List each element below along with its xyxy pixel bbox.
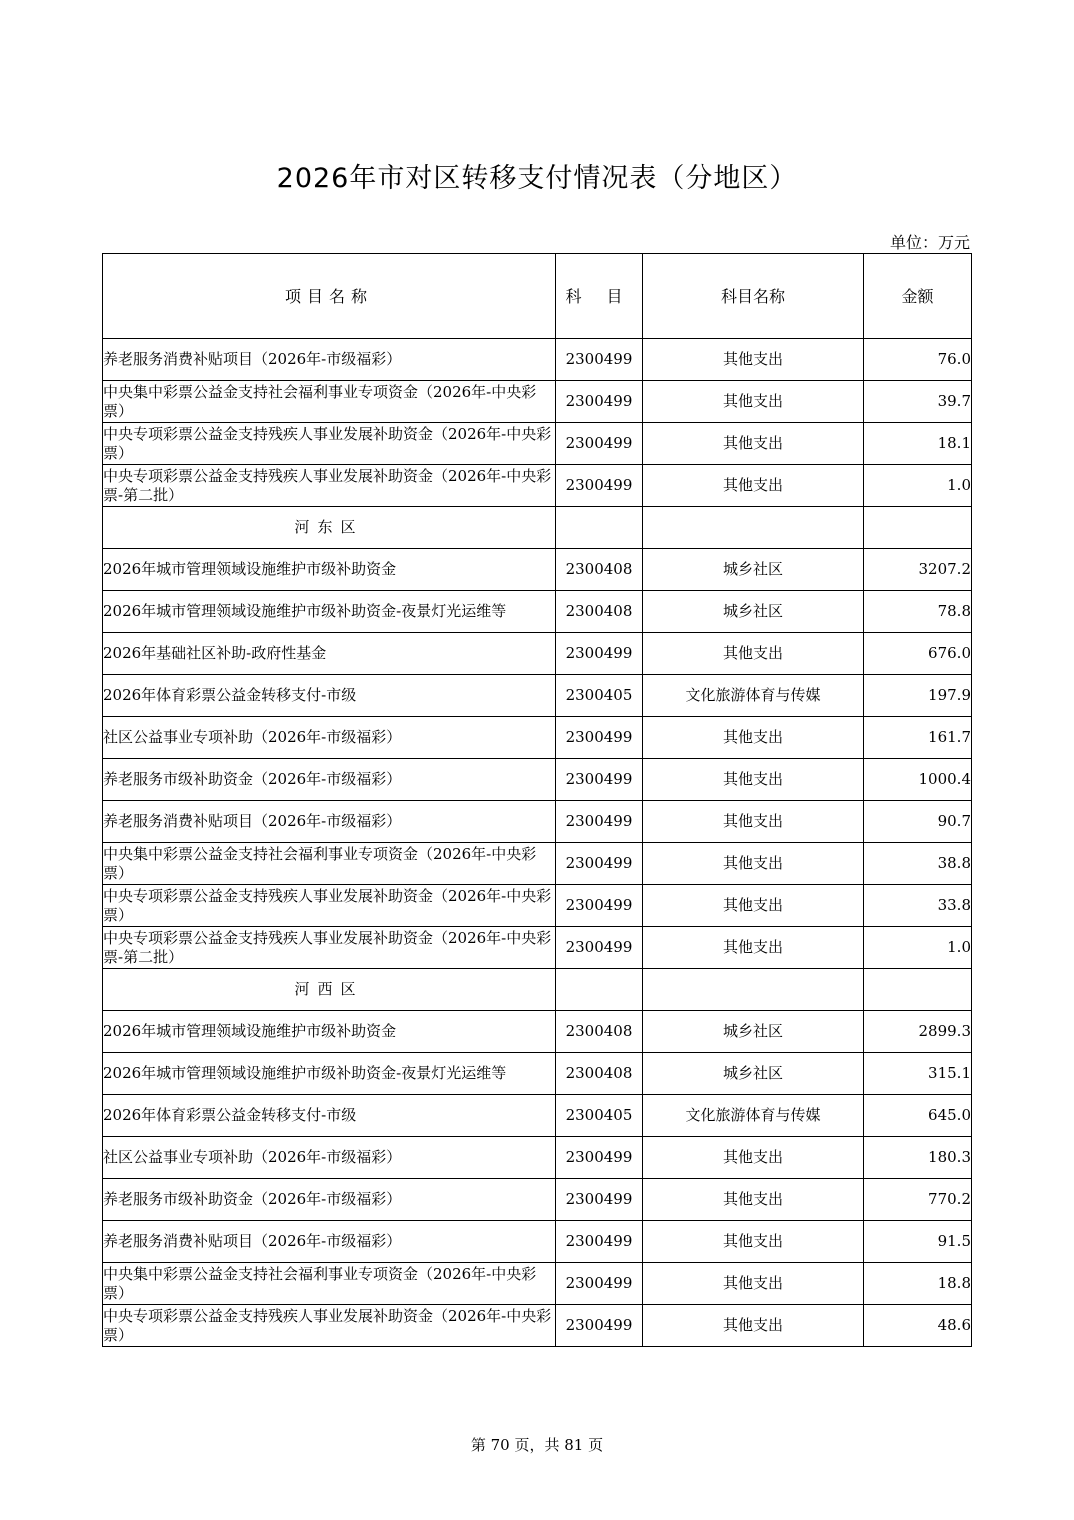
header-amount: 金额	[864, 254, 972, 339]
subject-name-cell: 其他支出	[643, 885, 864, 927]
subject-code-cell: 2300408	[556, 1011, 643, 1053]
amount-cell: 38.8	[864, 843, 972, 885]
subject-code-cell: 2300405	[556, 1095, 643, 1137]
header-subject-name: 科目名称	[643, 254, 864, 339]
project-name-cell: 社区公益事业专项补助（2026年-市级福彩）	[103, 717, 556, 759]
project-name-cell: 中央专项彩票公益金支持残疾人事业发展补助资金（2026年-中央彩票）	[103, 423, 556, 465]
amount-cell: 180.3	[864, 1137, 972, 1179]
subject-code-cell: 2300499	[556, 633, 643, 675]
table-row	[103, 1095, 972, 1137]
district-row	[103, 969, 972, 1011]
district-row	[103, 507, 972, 549]
subject-code-cell: 2300499	[556, 1221, 643, 1263]
subject-code-cell: 2300408	[556, 1053, 643, 1095]
amount-cell: 78.8	[864, 591, 972, 633]
project-name-cell: 社区公益事业专项补助（2026年-市级福彩）	[103, 1137, 556, 1179]
project-name-cell: 2026年体育彩票公益金转移支付-市级	[103, 1095, 556, 1137]
subject-name-cell: 其他支出	[643, 465, 864, 507]
amount-cell: 48.6	[864, 1305, 972, 1347]
amount-cell: 3207.2	[864, 549, 972, 591]
subject-name-cell: 其他支出	[643, 801, 864, 843]
amount-cell: 770.2	[864, 1179, 972, 1221]
subject-name-cell: 城乡社区	[643, 549, 864, 591]
amount-cell: 676.0	[864, 633, 972, 675]
subject-name-cell: 其他支出	[643, 927, 864, 969]
table-row	[103, 591, 972, 633]
unit-label: 单位：万元	[889, 233, 970, 252]
subject-code-cell: 2300408	[556, 549, 643, 591]
amount-cell: 315.1	[864, 1053, 972, 1095]
subject-name-cell: 其他支出	[643, 339, 864, 381]
transfer-payment-table	[102, 253, 972, 1347]
header-project-name: 项目名称	[103, 254, 556, 339]
empty-cell	[643, 969, 864, 1011]
project-name-cell: 2026年城市管理领域设施维护市级补助资金-夜景灯光运维等	[103, 1053, 556, 1095]
table-row	[103, 465, 972, 507]
subject-code-cell: 2300499	[556, 339, 643, 381]
subject-code-cell: 2300499	[556, 801, 643, 843]
empty-cell	[556, 507, 643, 549]
subject-name-cell: 其他支出	[643, 1221, 864, 1263]
header-subject-code: 科 目	[556, 254, 643, 339]
table-row	[103, 759, 972, 801]
subject-name-cell: 其他支出	[643, 1137, 864, 1179]
amount-cell: 18.1	[864, 423, 972, 465]
subject-code-cell: 2300499	[556, 843, 643, 885]
subject-name-cell: 其他支出	[643, 381, 864, 423]
table-row	[103, 633, 972, 675]
subject-code-cell: 2300499	[556, 927, 643, 969]
subject-name-cell: 文化旅游体育与传媒	[643, 1095, 864, 1137]
amount-cell: 39.7	[864, 381, 972, 423]
table-row	[103, 843, 972, 885]
subject-code-cell: 2300499	[556, 1263, 643, 1305]
table-row	[103, 1053, 972, 1095]
subject-code-cell: 2300499	[556, 1137, 643, 1179]
subject-code-cell: 2300499	[556, 759, 643, 801]
subject-code-cell: 2300499	[556, 423, 643, 465]
project-name-cell: 中央集中彩票公益金支持社会福利事业专项资金（2026年-中央彩票）	[103, 1263, 556, 1305]
amount-cell: 76.0	[864, 339, 972, 381]
subject-name-cell: 其他支出	[643, 1179, 864, 1221]
project-name-cell: 养老服务消费补贴项目（2026年-市级福彩）	[103, 801, 556, 843]
amount-cell: 1.0	[864, 465, 972, 507]
subject-name-cell: 城乡社区	[643, 1011, 864, 1053]
project-name-cell: 2026年城市管理领域设施维护市级补助资金	[103, 549, 556, 591]
project-name-cell: 养老服务市级补助资金（2026年-市级福彩）	[103, 1179, 556, 1221]
amount-cell: 197.9	[864, 675, 972, 717]
subject-code-cell: 2300499	[556, 381, 643, 423]
amount-cell: 91.5	[864, 1221, 972, 1263]
project-name-cell: 中央专项彩票公益金支持残疾人事业发展补助资金（2026年-中央彩票）	[103, 1305, 556, 1347]
amount-cell: 90.7	[864, 801, 972, 843]
table-row	[103, 885, 972, 927]
empty-cell	[643, 507, 864, 549]
subject-name-cell: 其他支出	[643, 423, 864, 465]
subject-name-cell: 文化旅游体育与传媒	[643, 675, 864, 717]
amount-cell: 1.0	[864, 927, 972, 969]
table-row	[103, 1011, 972, 1053]
amount-cell: 18.8	[864, 1263, 972, 1305]
subject-name-cell: 城乡社区	[643, 1053, 864, 1095]
amount-cell: 2899.3	[864, 1011, 972, 1053]
project-name-cell: 中央专项彩票公益金支持残疾人事业发展补助资金（2026年-中央彩票-第二批）	[103, 927, 556, 969]
table-header-row	[103, 254, 972, 339]
subject-name-cell: 其他支出	[643, 1263, 864, 1305]
project-name-cell: 中央集中彩票公益金支持社会福利事业专项资金（2026年-中央彩票）	[103, 381, 556, 423]
subject-code-cell: 2300499	[556, 465, 643, 507]
table-row	[103, 339, 972, 381]
subject-name-cell: 其他支出	[643, 759, 864, 801]
table-row	[103, 675, 972, 717]
subject-name-cell: 其他支出	[643, 1305, 864, 1347]
project-name-cell: 养老服务市级补助资金（2026年-市级福彩）	[103, 759, 556, 801]
table-row	[103, 381, 972, 423]
district-name: 河东区	[103, 507, 556, 549]
subject-code-cell: 2300499	[556, 717, 643, 759]
subject-name-cell: 城乡社区	[643, 591, 864, 633]
subject-name-cell: 其他支出	[643, 843, 864, 885]
empty-cell	[864, 507, 972, 549]
subject-code-cell: 2300499	[556, 885, 643, 927]
table-row	[103, 801, 972, 843]
amount-cell: 33.8	[864, 885, 972, 927]
subject-name-cell: 其他支出	[643, 717, 864, 759]
project-name-cell: 2026年城市管理领域设施维护市级补助资金-夜景灯光运维等	[103, 591, 556, 633]
project-name-cell: 养老服务消费补贴项目（2026年-市级福彩）	[103, 339, 556, 381]
project-name-cell: 养老服务消费补贴项目（2026年-市级福彩）	[103, 1221, 556, 1263]
project-name-cell: 2026年体育彩票公益金转移支付-市级	[103, 675, 556, 717]
district-name: 河西区	[103, 969, 556, 1011]
subject-code-cell: 2300408	[556, 591, 643, 633]
amount-cell: 1000.4	[864, 759, 972, 801]
project-name-cell: 中央专项彩票公益金支持残疾人事业发展补助资金（2026年-中央彩票-第二批）	[103, 465, 556, 507]
table-row	[103, 1305, 972, 1347]
table-row	[103, 423, 972, 465]
subject-code-cell: 2300405	[556, 675, 643, 717]
project-name-cell: 2026年城市管理领域设施维护市级补助资金	[103, 1011, 556, 1053]
project-name-cell: 2026年基础社区补助-政府性基金	[103, 633, 556, 675]
amount-cell: 645.0	[864, 1095, 972, 1137]
table-row	[103, 1221, 972, 1263]
subject-code-cell: 2300499	[556, 1179, 643, 1221]
table-row	[103, 549, 972, 591]
page-title: 2026年市对区转移支付情况表（分地区）	[276, 163, 798, 194]
project-name-cell: 中央专项彩票公益金支持残疾人事业发展补助资金（2026年-中央彩票）	[103, 885, 556, 927]
subject-code-cell: 2300499	[556, 1305, 643, 1347]
table-row	[103, 717, 972, 759]
project-name-cell: 中央集中彩票公益金支持社会福利事业专项资金（2026年-中央彩票）	[103, 843, 556, 885]
subject-name-cell: 其他支出	[643, 633, 864, 675]
empty-cell	[864, 969, 972, 1011]
empty-cell	[556, 969, 643, 1011]
table-row	[103, 1137, 972, 1179]
amount-cell: 161.7	[864, 717, 972, 759]
table-row	[103, 1179, 972, 1221]
table-row	[103, 927, 972, 969]
table-body	[103, 339, 972, 1347]
page-footer: 第 70 页，共 81 页	[470, 1436, 604, 1454]
table-row	[103, 1263, 972, 1305]
